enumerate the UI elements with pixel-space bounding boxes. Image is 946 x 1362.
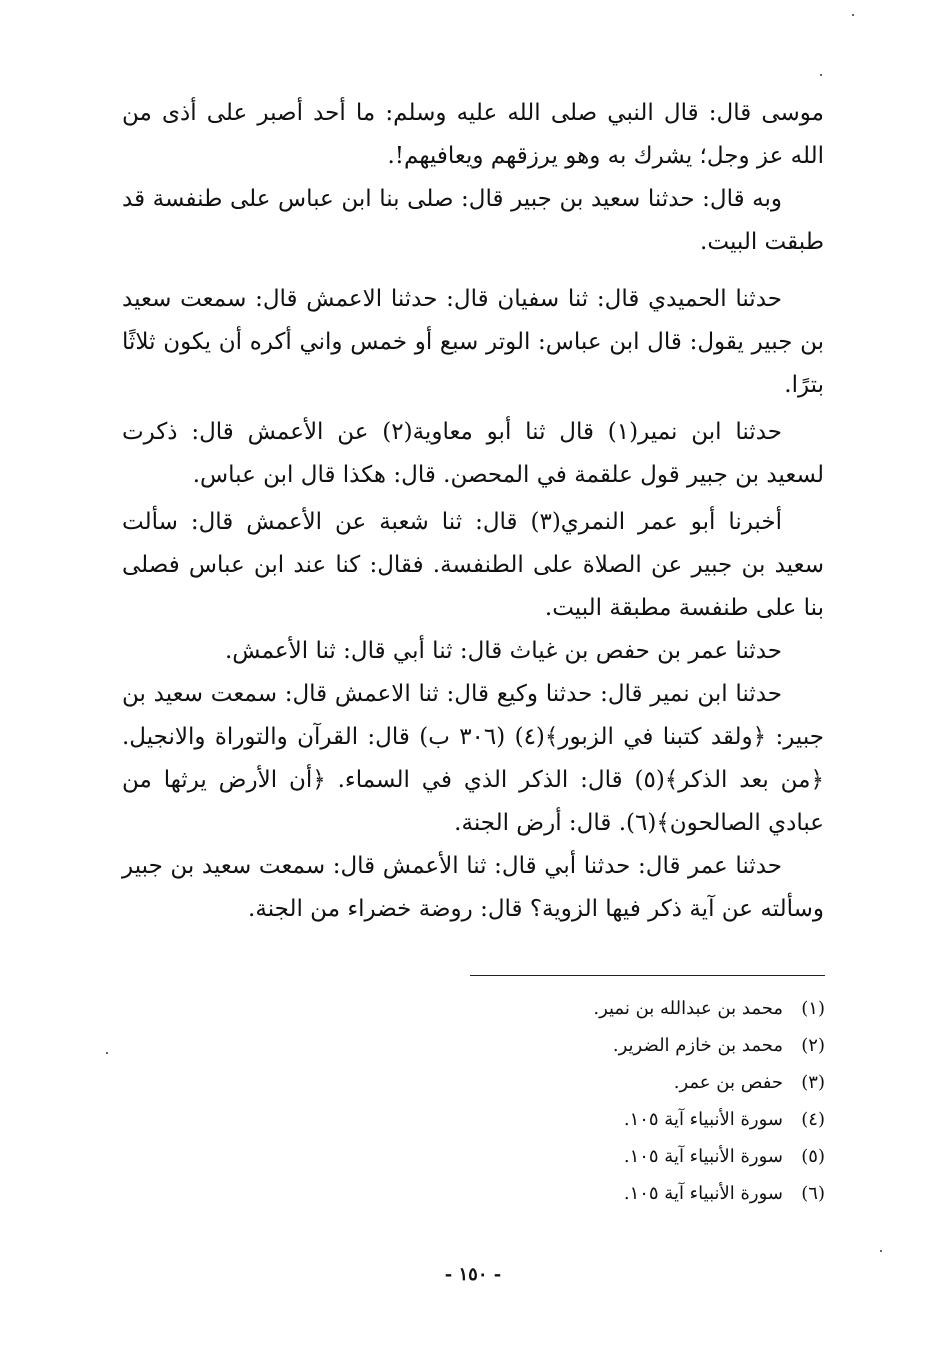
page-number: - ١٥٠ - — [444, 1264, 502, 1285]
footnote-item — [470, 1064, 825, 1101]
paragraph-narration: حدثنا الحميدي قال: ثنا سفيان قال: حدثنا الاعمش قال: سمعت سعيد بن جبير يقول: قال ابن عباس: الوتر سبع أو خمس واني أكره أن يكون ثلاثًا بترًا. — [122, 286, 824, 398]
footnote-number: (٥) — [801, 1146, 825, 1167]
footnote-divider — [470, 975, 825, 976]
footnote-number: (٣) — [801, 1072, 825, 1093]
footnote-number: (١) — [801, 998, 825, 1019]
footnote-number: (٤) — [801, 1109, 825, 1130]
scan-speck — [852, 14, 854, 16]
footnote-number: (٢) — [801, 1035, 825, 1056]
footnote-item — [470, 1027, 825, 1064]
paragraph-narration: وبه قال: حدثنا سعيد بن جبير قال: صلى بنا ابن عباس على طنفسة قد طبقت البيت. — [122, 186, 824, 255]
paragraph-narration: حدثنا عمر بن حفص بن غياث قال: ثنا أبي قال: ثنا الأعمش. — [225, 638, 782, 664]
footnote-text: محمد بن عبدالله بن نمير. — [593, 998, 783, 1019]
paragraph-narration: أخبرنا أبو عمر النمري(٣) قال: ثنا شعبة عن الأعمش قال: سألت سعيد بن جبير عن الصلاة على الطنفسة. فقال: كنا عند ابن عباس فصلى بنا على طنفسة مطبقة البيت. — [122, 509, 824, 621]
footnote-number: (٦) — [801, 1183, 825, 1204]
footnote-item — [470, 1101, 825, 1138]
footnote-text: حفص بن عمر. — [673, 1072, 783, 1093]
footnote-text: سورة الأنبياء آية ١٠٥. — [623, 1183, 783, 1204]
footnote-item — [470, 990, 825, 1027]
paragraph-narration: حدثنا ابن نمير(١) قال ثنا أبو معاوية(٢) عن الأعمش قال: ذكرت لسعيد بن جبير قول علقمة في المحصن. قال: هكذا قال ابن عباس. — [122, 419, 824, 488]
footnote-item — [470, 1138, 825, 1175]
scan-speck — [880, 1250, 882, 1252]
footnote-item — [470, 1175, 825, 1212]
footnote-text: سورة الأنبياء آية ١٠٥. — [623, 1146, 783, 1167]
main-text-block — [122, 92, 824, 931]
scan-speck — [106, 1052, 108, 1054]
scan-speck — [820, 74, 822, 76]
footnotes-list — [470, 990, 825, 1212]
paragraph-narration: حدثنا عمر قال: حدثنا أبي قال: ثنا الأعمش قال: سمعت سعيد بن جبير وسألته عن آية ذكر فيها الزوية؟ قال: روضة خضراء من الجنة. — [122, 853, 824, 922]
footnote-text: سورة الأنبياء آية ١٠٥. — [623, 1109, 783, 1130]
footnote-text: محمد بن خازم الضرير. — [612, 1035, 783, 1056]
paragraph-continuation: موسى قال: قال النبي صلى الله عليه وسلم: ما أحد أصبر على أذى من الله عز وجل؛ يشرك به وهو يرزقهم ويعافيهم!. — [122, 100, 824, 169]
paragraph-narration: حدثنا ابن نمير قال: حدثنا وكيع قال: ثنا الاعمش قال: سمعت سعيد بن جبير: ﴿ولقد كتبنا في الزبور﴾(٤) (٣٠٦ ب) قال: القرآن والتوراة والانجيل. ﴿من بعد الذكر﴾(٥) قال: الذكر الذي في السماء. ﴿أن الأرض يرثها من عبادي الصالحون﴾(٦). قال: أرض الجنة. — [122, 681, 824, 836]
